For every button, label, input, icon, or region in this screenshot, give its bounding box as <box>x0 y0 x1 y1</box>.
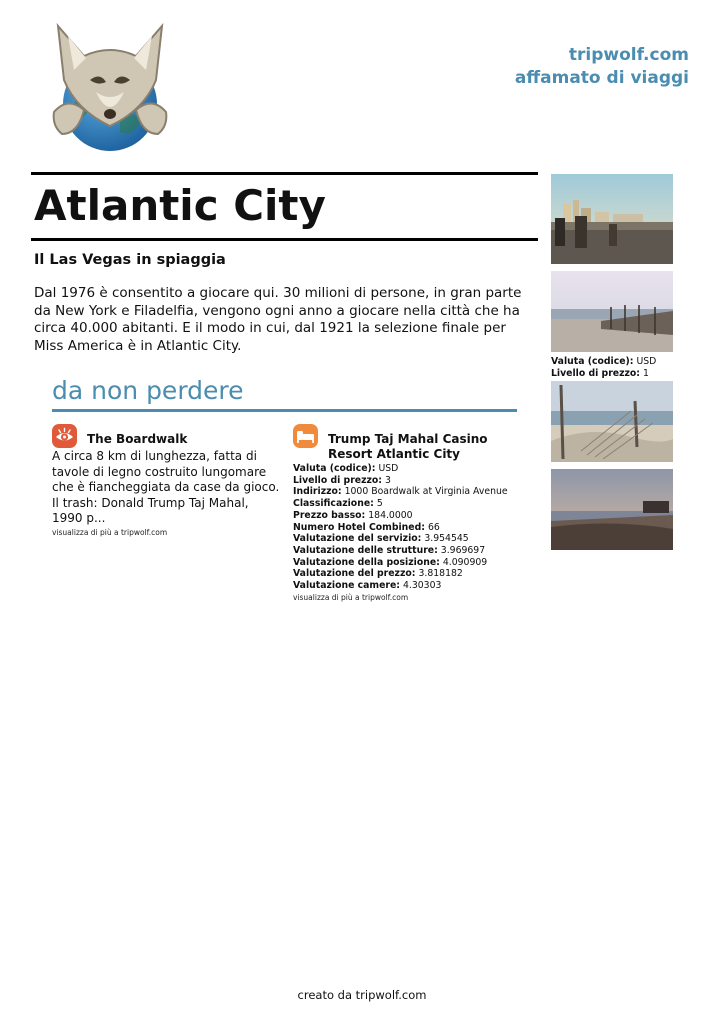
detail-row <box>293 557 523 569</box>
hotel-name[interactable]: Trump Taj Mahal Casino Resort Atlantic City <box>328 432 488 461</box>
detail-value: 3.818182 <box>418 568 463 580</box>
detail-value: 4.090909 <box>442 556 488 568</box>
sight-description: A circa 8 km di lunghezza, fatta di tavole di legno costruito lungomare che è fiancheggiata da case da gioco. Il trash: Donald Trump Taj Mahal, 1990 p... <box>52 449 280 525</box>
detail-label: Valutazione del prezzo: <box>293 568 416 580</box>
brand-site[interactable]: tripwolf.com <box>568 45 689 65</box>
bed-icon <box>293 424 318 448</box>
hotel-card <box>293 424 523 603</box>
detail-value: 4.30303 <box>402 580 442 592</box>
page-subtitle: Il Las Vegas in spiaggia <box>34 252 226 268</box>
brand-tagline: affamato di viaggi <box>514 68 689 88</box>
page-title: Atlantic City <box>34 181 326 230</box>
detail-label: Valutazione della posizione: <box>293 556 440 568</box>
detail-value: 3.969697 <box>440 544 486 556</box>
detail-row <box>293 463 523 475</box>
detail-label: Valutazione camere: <box>293 580 401 592</box>
detail-row <box>551 356 656 368</box>
photo-beach-sunset[interactable] <box>551 469 673 550</box>
title-rule-top <box>31 172 538 175</box>
detail-label: Livello di prezzo: <box>551 368 641 379</box>
detail-value: 1 <box>643 368 649 379</box>
detail-value: 1000 Boardwalk at Virginia Avenue <box>344 486 508 498</box>
detail-row <box>293 533 523 545</box>
section-title: da non perdere <box>52 376 244 405</box>
detail-label: Prezzo basso: <box>293 509 366 521</box>
detail-label: Valutazione del servizio: <box>293 533 422 545</box>
detail-value: 5 <box>376 498 383 510</box>
detail-value: 3.954545 <box>424 533 469 545</box>
detail-label: Valuta (codice): <box>293 463 376 474</box>
hotel-details <box>293 463 523 592</box>
eye-icon <box>52 424 77 448</box>
detail-row <box>293 580 523 592</box>
detail-value: 3 <box>385 474 391 486</box>
sight-name[interactable]: The Boardwalk <box>87 432 188 446</box>
detail-label: Numero Hotel Combined: <box>293 521 425 533</box>
sidebar-details <box>551 356 656 380</box>
photo-dune-fence[interactable] <box>551 381 673 462</box>
sight-more-link[interactable]: visualizza di più a tripwolf.com <box>52 527 168 537</box>
detail-value: 184.0000 <box>368 509 413 521</box>
sight-card <box>52 424 280 538</box>
brand <box>515 44 689 90</box>
photo-beach-fence[interactable] <box>551 271 673 352</box>
detail-row <box>293 486 523 498</box>
hotel-more-link[interactable]: visualizza di più a tripwolf.com <box>293 592 409 602</box>
title-rule-bottom <box>31 238 538 241</box>
detail-row <box>293 522 523 534</box>
detail-row <box>293 568 523 580</box>
detail-row <box>293 510 523 522</box>
photo-boardwalk-people[interactable] <box>551 174 673 264</box>
tripwolf-logo <box>48 22 172 154</box>
footer-credit: creato da tripwolf.com <box>297 988 427 1002</box>
detail-label: Livello di prezzo: <box>293 474 383 486</box>
detail-label: Valutazione delle strutture: <box>293 544 438 556</box>
detail-row <box>293 545 523 557</box>
detail-label: Valuta (codice): <box>551 356 634 367</box>
detail-row <box>551 368 656 380</box>
section-rule <box>52 409 517 412</box>
intro-text: Dal 1976 è consentito a giocare qui. 30 milioni di persone, in gran parte da New York e Filadelfia, vengono ogni anno a giocare nella città che ha circa 40.000 abitanti. E il modo in cui, dal 1921 la selezione finale per Miss America è in Atlantic City. <box>34 285 522 354</box>
detail-label: Indirizzo: <box>293 486 342 498</box>
detail-value: USD <box>636 356 657 367</box>
detail-value: 66 <box>427 521 440 533</box>
detail-row <box>293 498 523 510</box>
detail-label: Classificazione: <box>293 498 374 510</box>
detail-row <box>293 475 523 487</box>
detail-value: USD <box>378 463 399 474</box>
